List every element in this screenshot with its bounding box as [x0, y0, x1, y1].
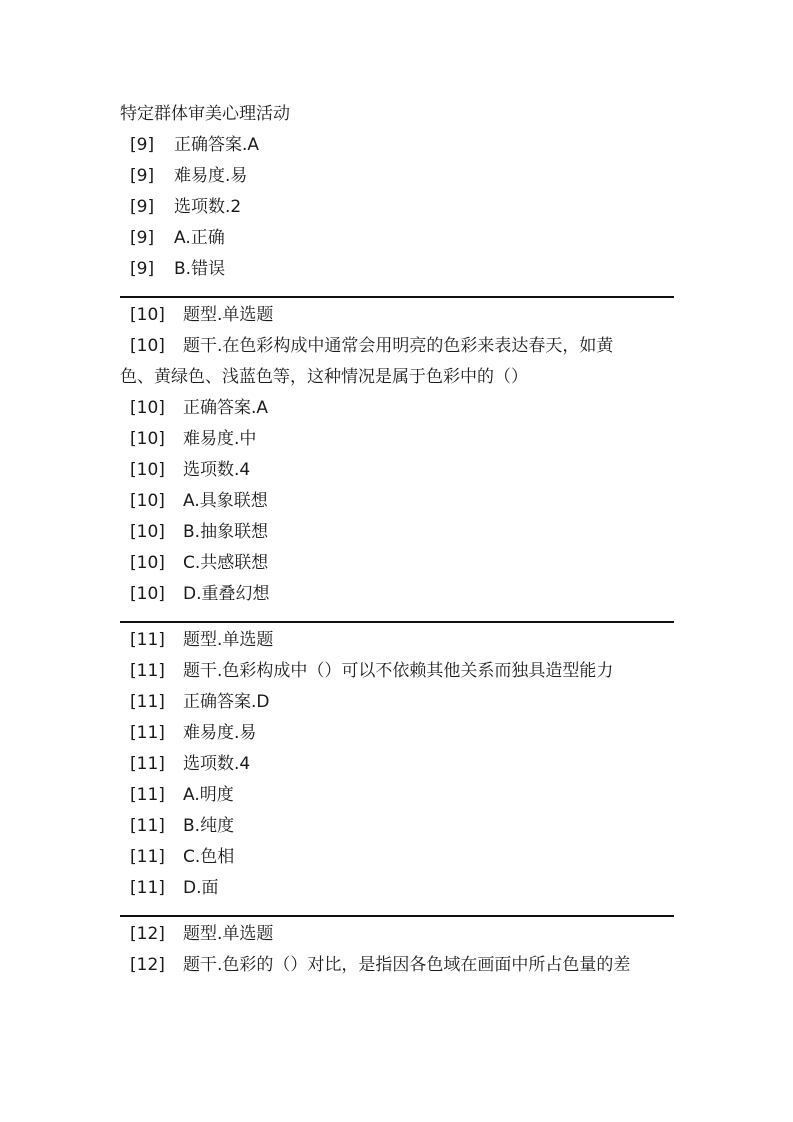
- option-a-line: [120, 780, 674, 811]
- question-number: [12]: [130, 955, 165, 975]
- question-number: [10]: [130, 305, 165, 325]
- option-b-line: [120, 254, 674, 285]
- option-c-text: C.共感联想: [183, 553, 269, 573]
- option-b-text: B.错误: [174, 259, 226, 279]
- question-9-block: [120, 99, 674, 285]
- option-b-text: B.纯度: [183, 816, 235, 836]
- question-stem: [120, 331, 674, 393]
- option-a-text: A.正确: [174, 228, 225, 248]
- difficulty-text: 难易度.易: [183, 723, 257, 743]
- option-a-text: A.明度: [183, 785, 234, 805]
- difficulty-line: [120, 424, 674, 455]
- question-number: [11]: [130, 785, 165, 805]
- question-number: [9]: [130, 166, 155, 186]
- question-number: [9]: [130, 259, 155, 279]
- option-count-text: 选项数.2: [174, 197, 242, 217]
- question-number: [12]: [130, 924, 165, 944]
- option-c-line: [120, 842, 674, 873]
- question-number: [11]: [130, 878, 165, 898]
- option-b-text: B.抽象联想: [183, 522, 269, 542]
- difficulty-text: 难易度.易: [174, 166, 248, 186]
- question-number: [10]: [130, 336, 165, 356]
- answer-text: 正确答案.A: [183, 398, 269, 418]
- document-page: [120, 99, 674, 981]
- difficulty-text: 难易度.中: [183, 429, 257, 449]
- answer-line: [120, 393, 674, 424]
- question-stem: [120, 656, 674, 687]
- option-count-line: [120, 455, 674, 486]
- question-type-line: [120, 919, 674, 950]
- option-count-text: 选项数.4: [183, 754, 251, 774]
- stem-tail-text: 特定群体审美心理活动: [120, 104, 290, 124]
- question-number: [11]: [130, 661, 165, 681]
- question-12-block: [120, 919, 674, 981]
- question-9-stem-tail: [120, 99, 674, 130]
- question-number: [10]: [130, 398, 165, 418]
- option-d-text: D.重叠幻想: [183, 584, 270, 604]
- answer-text: 正确答案.A: [174, 135, 260, 155]
- question-number: [10]: [130, 491, 165, 511]
- question-stem: [120, 950, 674, 981]
- option-c-text: C.色相: [183, 847, 235, 867]
- stem-text: 题干.色彩构成中（）可以不依赖其他关系而独具造型能力: [183, 661, 614, 681]
- question-number: [10]: [130, 553, 165, 573]
- question-number: [10]: [130, 429, 165, 449]
- option-a-text: A.具象联想: [183, 491, 268, 511]
- option-a-line: [120, 486, 674, 517]
- section-divider: [120, 915, 674, 917]
- question-number: [11]: [130, 723, 165, 743]
- question-number: [9]: [130, 135, 155, 155]
- stem-text-line-1: 题干.在色彩构成中通常会用明亮的色彩来表达春天，如黄: [183, 336, 614, 356]
- stem-text: 题干.色彩的（）对比，是指因各色域在画面中所占色量的差: [183, 955, 631, 975]
- option-count-text: 选项数.4: [183, 460, 251, 480]
- question-type-text: 题型.单选题: [183, 630, 274, 650]
- section-divider: [120, 621, 674, 623]
- stem-text-line-2: 色、黄绿色、浅蓝色等，这种情况是属于色彩中的（）: [120, 367, 528, 387]
- section-divider: [120, 296, 674, 298]
- difficulty-line: [120, 161, 674, 192]
- question-type-text: 题型.单选题: [183, 924, 274, 944]
- question-number: [10]: [130, 460, 165, 480]
- question-11-block: [120, 625, 674, 904]
- question-number: [11]: [130, 692, 165, 712]
- option-count-line: [120, 192, 674, 223]
- answer-text: 正确答案.D: [183, 692, 270, 712]
- question-10-block: [120, 300, 674, 610]
- question-type-line: [120, 625, 674, 656]
- option-d-line: [120, 873, 674, 904]
- question-type-line: [120, 300, 674, 331]
- option-b-line: [120, 517, 674, 548]
- answer-line: [120, 130, 674, 161]
- option-count-line: [120, 749, 674, 780]
- question-number: [11]: [130, 754, 165, 774]
- question-number: [9]: [130, 228, 155, 248]
- question-number: [9]: [130, 197, 155, 217]
- option-a-line: [120, 223, 674, 254]
- question-number: [11]: [130, 630, 165, 650]
- option-d-text: D.面: [183, 878, 219, 898]
- difficulty-line: [120, 718, 674, 749]
- answer-line: [120, 687, 674, 718]
- question-number: [10]: [130, 584, 165, 604]
- option-c-line: [120, 548, 674, 579]
- question-number: [10]: [130, 522, 165, 542]
- question-type-text: 题型.单选题: [183, 305, 274, 325]
- question-number: [11]: [130, 847, 165, 867]
- question-number: [11]: [130, 816, 165, 836]
- option-b-line: [120, 811, 674, 842]
- option-d-line: [120, 579, 674, 610]
